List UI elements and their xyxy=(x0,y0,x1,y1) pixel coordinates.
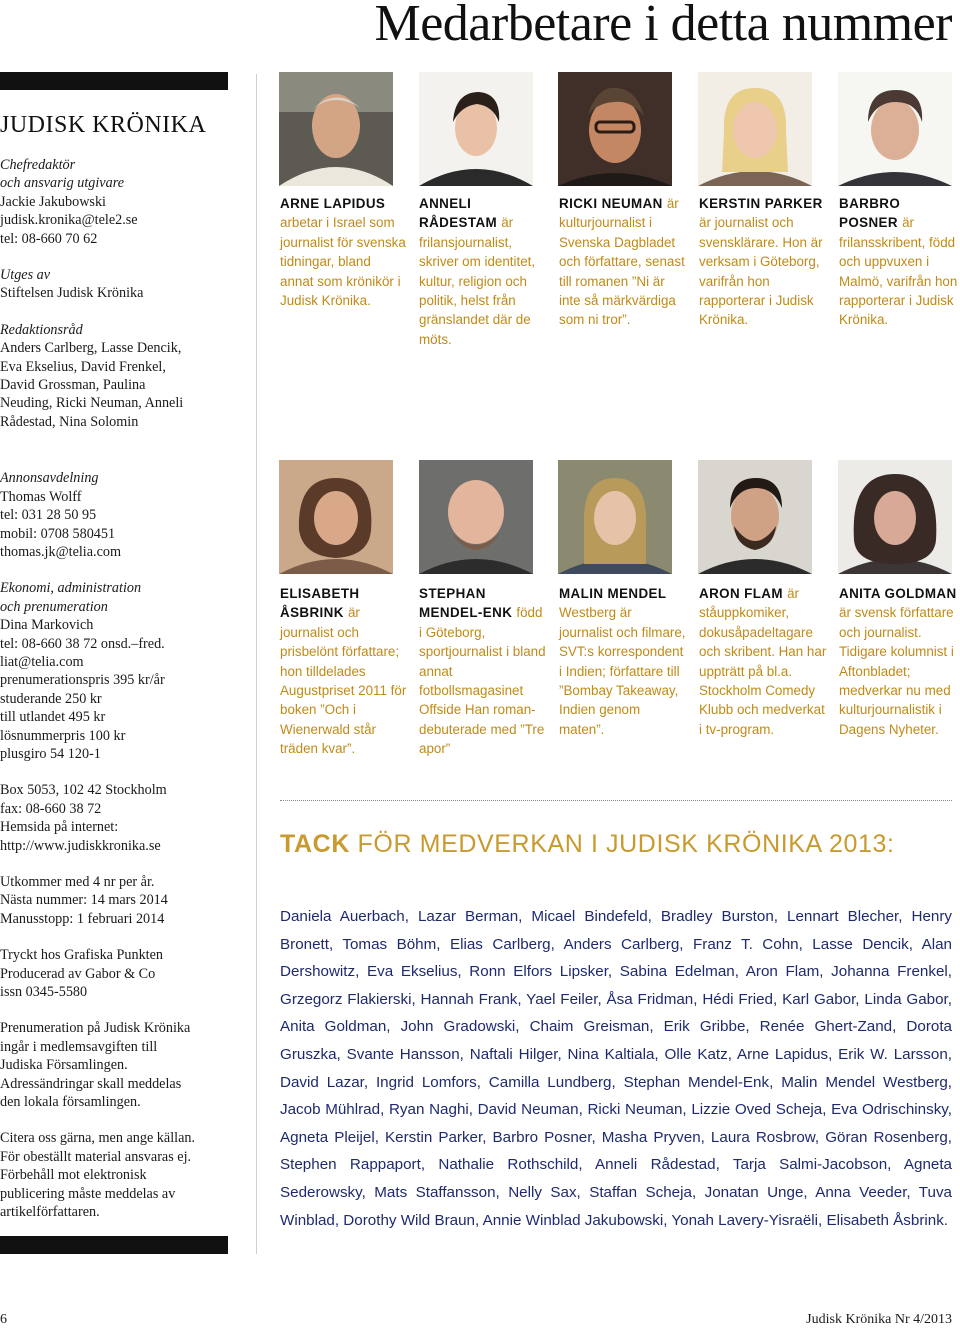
page-number: 6 xyxy=(0,1312,7,1327)
impressum xyxy=(0,156,250,1240)
ads-phone: tel: 031 28 50 95 xyxy=(0,507,97,524)
contributor-bio xyxy=(699,584,827,739)
ads-email[interactable]: thomas.jk@telia.com xyxy=(0,543,122,560)
contributor-name: KERSTIN PARKER xyxy=(699,196,823,211)
contributor-bio xyxy=(280,194,408,310)
contributor-name: STEPHAN MENDEL-ENK xyxy=(419,586,517,621)
print-block xyxy=(0,946,250,1001)
editor-role-2: och ansvarig utgivare xyxy=(0,175,124,192)
contributor-photo xyxy=(698,460,812,574)
price-line: prenumerationspris 395 kr/år xyxy=(0,672,165,689)
contributor-name: ANNELI RÅDESTAM xyxy=(419,196,502,231)
contributor-name: ELISABETH ÅSBRINK xyxy=(280,586,360,621)
price-line: till utlandet 495 kr xyxy=(0,709,106,726)
ads-name: Thomas Wolff xyxy=(0,488,82,505)
citation-line: För obeställt material ansvaras ej. xyxy=(0,1148,192,1165)
masthead: JUDISK KRÖNIKA xyxy=(0,112,207,138)
price-line: studerande 250 kr xyxy=(0,690,102,707)
editor-email[interactable]: judisk.kronika@tele2.se xyxy=(0,212,138,229)
contributor-text: är journalist och svensklärare. Hon är verksam i Göteborg, varifrån hon rapporterar i Judisk Krönika. xyxy=(699,215,823,328)
economy-block xyxy=(0,579,250,763)
website-label: Hemsida på internet: xyxy=(0,819,119,836)
section-divider xyxy=(280,800,952,801)
ads-label: Annonsavdelning xyxy=(0,470,99,487)
subscription-line: Judiska Församlingen. xyxy=(0,1057,128,1074)
economy-name: Dina Markovich xyxy=(0,617,94,634)
contributor-photo xyxy=(838,72,952,186)
citation-line: publicering måste meddelas av xyxy=(0,1185,176,1202)
print-line: issn 0345-5580 xyxy=(0,984,88,1001)
contributor-bio xyxy=(419,584,547,759)
council-label: Redaktionsråd xyxy=(0,321,83,338)
council-line: David Grossman, Paulina xyxy=(0,377,146,394)
citation-block xyxy=(0,1129,250,1221)
editor-block xyxy=(0,156,250,248)
editor-role: Chefredaktör xyxy=(0,157,76,173)
contributor-text: född i Göteborg, sportjournalist i bland annat fotbollsmagasinet Offside Han romandebuterade med ”Tre apor” xyxy=(419,605,546,757)
citation-line: Citera oss gärna, men ange källan. xyxy=(0,1130,196,1147)
footer-bar xyxy=(0,1236,228,1254)
contributor-photo xyxy=(558,460,672,574)
subscription-line: Prenumeration på Judisk Krönika xyxy=(0,1020,191,1037)
contributor-photo xyxy=(279,72,393,186)
editor-name: Jackie Jakubowski xyxy=(0,193,106,210)
contributor-bio xyxy=(559,194,687,330)
publisher-label: Utges av xyxy=(0,267,51,284)
economy-label-2: och prenumeration xyxy=(0,598,108,615)
contributor-bio xyxy=(839,584,959,739)
contributor-photo xyxy=(838,460,952,574)
address-block xyxy=(0,781,250,855)
issue-block xyxy=(0,873,250,928)
masthead-bar xyxy=(0,72,228,90)
price-line: lösnummerpris 100 kr xyxy=(0,727,126,744)
thanks-heading xyxy=(280,830,895,859)
contributor-bio xyxy=(839,194,959,330)
footer-issue: Judisk Krönika Nr 4/2013 xyxy=(806,1312,952,1327)
print-line: Tryckt hos Grafiska Punkten xyxy=(0,947,164,964)
citation-line: artikelförfattaren. xyxy=(0,1204,100,1221)
contributor-photo xyxy=(558,72,672,186)
council-block xyxy=(0,321,250,431)
contributor-bio xyxy=(559,584,687,739)
contributor-text: är kulturjournalist i Svenska Dagbladet och författare, senast till romanen ”Ni är inte så märkvärdiga som ni tror”. xyxy=(559,196,685,328)
contributor-photo xyxy=(419,460,533,574)
contributor-name: ARNE LAPIDUS xyxy=(280,196,386,211)
editor-phone: tel: 08-660 70 62 xyxy=(0,230,98,247)
publisher-block xyxy=(0,266,250,303)
contributor-text: är journalist och prisbelönt författare; hon tilldelades Augustpriset 2011 för boken ”Och i Wienerwald står träden kvar”. xyxy=(280,605,407,757)
issue-line: Nästa nummer: 14 mars 2014 xyxy=(0,892,168,909)
page-title: Medarbetare i detta nummer xyxy=(374,0,952,52)
contributor-text: Westberg är journalist och filmare, SVT:s korrespondent i Indien; författare till ”Bombay Takeaway, Indien genom maten”. xyxy=(559,605,686,737)
print-line: Producerad av Gabor & Co xyxy=(0,965,156,982)
column-divider xyxy=(256,74,257,1254)
ads-mobile: mobil: 0708 580451 xyxy=(0,525,116,542)
contributor-bio xyxy=(419,194,547,349)
contributor-name: MALIN MENDEL xyxy=(559,586,667,601)
contributor-bio xyxy=(699,194,827,330)
thanks-names: Daniela Auerbach, Lazar Berman, Micael Bindefeld, Bradley Burston, Lennart Blecher, Henry Bronett, Tomas Böhm, Elias Carlberg, Anders Carlberg, Franz T. Cohn, Lasse Dencik, Alan Dershowitz, Eva Ekselius, Ronn Elfors Lipsker, Sabina Edelman, Aron Flam, Johanna Frenkel, Grzegorz Flakierski, Hannah Frank, Yael Feiler, Åsa Fridman, Hédi Fried, Karl Gabor, Linda Gabor, Anita Goldman, John Gradowski, Chaim Greisman, Erik Gribbe, Renée Ghert-Zand, Dorota Gruszka, Svante Hansson, Naftali Hilger, Nina Kaltiala, Olle Katz, Arne Lapidus, Erik W. Larsson, David Lazar, Ingrid Lomfors, Camilla Lundberg, Stephan Mendel-Enk, Malin Mendel Westberg, Jacob Mühlrad, Ryan Naghi, David Neuman, Ricki Neuman, Lizzie Oved Scheja, Eva Odrischinsky, Agneta Pleijel, Kerstin Parker, Barbro Posner, Masha Pryven, Laura Rosbrow, Göran Rosenberg, Stephen Rappaport, Nathalie Rothschild, Anneli Rådestad, Tarja Salmi-Jacobson, Agneta Sederowsky, Mats Staffansson, Nelly Sax, Staffan Scheja, Jonatan Unge, Anna Veeder, Tuva Winblad, Dorothy Wild Braun, Annie Winblad Jakubowski, Yonah Lavery-Yisraëli, Elisabeth Åsbrink. xyxy=(280,908,952,1229)
council-line: Rådestad, Nina Solomin xyxy=(0,413,139,430)
contributor-bio xyxy=(280,584,408,759)
contributor-name: RICKI NEUMAN xyxy=(559,196,667,211)
economy-label: Ekonomi, administration xyxy=(0,580,142,597)
economy-email[interactable]: liat@telia.com xyxy=(0,653,84,670)
subscription-line: den lokala församlingen. xyxy=(0,1094,141,1111)
contributor-name: BARBRO POSNER xyxy=(839,196,903,231)
website-link[interactable]: http://www.judiskkronika.se xyxy=(0,837,161,854)
price-line: plusgiro 54 120-1 xyxy=(0,745,101,762)
contributor-text: är frilansjournalist, skriver om identitet, kultur, religion och politik, helst från gränslandet där de möts. xyxy=(419,215,536,347)
council-line: Eva Ekselius, David Frenkel, xyxy=(0,358,166,375)
contributor-photo xyxy=(698,72,812,186)
thanks-heading-bold: TACK xyxy=(280,830,350,858)
subscription-line: ingår i medlemsavgiften till xyxy=(0,1038,158,1055)
issue-line: Manusstopp: 1 februari 2014 xyxy=(0,910,165,927)
contributor-name: ARON FLAM xyxy=(699,586,788,601)
citation-line: Förbehåll mot elektronisk xyxy=(0,1167,147,1184)
contributor-text: är ståuppkomiker, dokusåpadeltagare och skribent. Han har uppträtt på bl.a. Stockholm Comedy Klubb och medverkat i tv-program. xyxy=(699,586,827,737)
ads-block xyxy=(0,469,250,561)
issue-line: Utkommer med 4 nr per år. xyxy=(0,874,155,890)
fax-line: fax: 08-660 38 72 xyxy=(0,800,102,817)
economy-phone: tel: 08-660 38 72 onsd.–fred. xyxy=(0,635,165,652)
address-line: Box 5053, 102 42 Stockholm xyxy=(0,782,167,799)
council-line: Anders Carlberg, Lasse Dencik, xyxy=(0,340,182,357)
council-line: Neuding, Ricki Neuman, Anneli xyxy=(0,395,184,412)
contributor-name: ANITA GOLDMAN xyxy=(839,586,957,601)
subscription-line: Adressändringar skall meddelas xyxy=(0,1075,182,1092)
thanks-heading-rest: FÖR MEDVERKAN I JUDISK KRÖNIKA 2013: xyxy=(349,830,895,858)
contributor-text: arbetar i Israel som journalist för svenska tidningar, bland annat som krönikör i Judisk Krönika. xyxy=(280,215,406,309)
contributor-photo xyxy=(419,72,533,186)
contributor-photo xyxy=(279,460,393,574)
contributor-text: är svensk författare och journalist. Tidigare kolumnist i Aftonbladet; medverkar nu med kulturjournalistik i Dagens Nyheter. xyxy=(839,605,954,737)
subscription-block xyxy=(0,1019,250,1111)
publisher-name: Stiftelsen Judisk Krönika xyxy=(0,285,144,302)
contributor-text: är frilansskribent, född och uppvuxen i Malmö, varifrån hon rapporterar i Judisk Krönika. xyxy=(839,215,958,328)
